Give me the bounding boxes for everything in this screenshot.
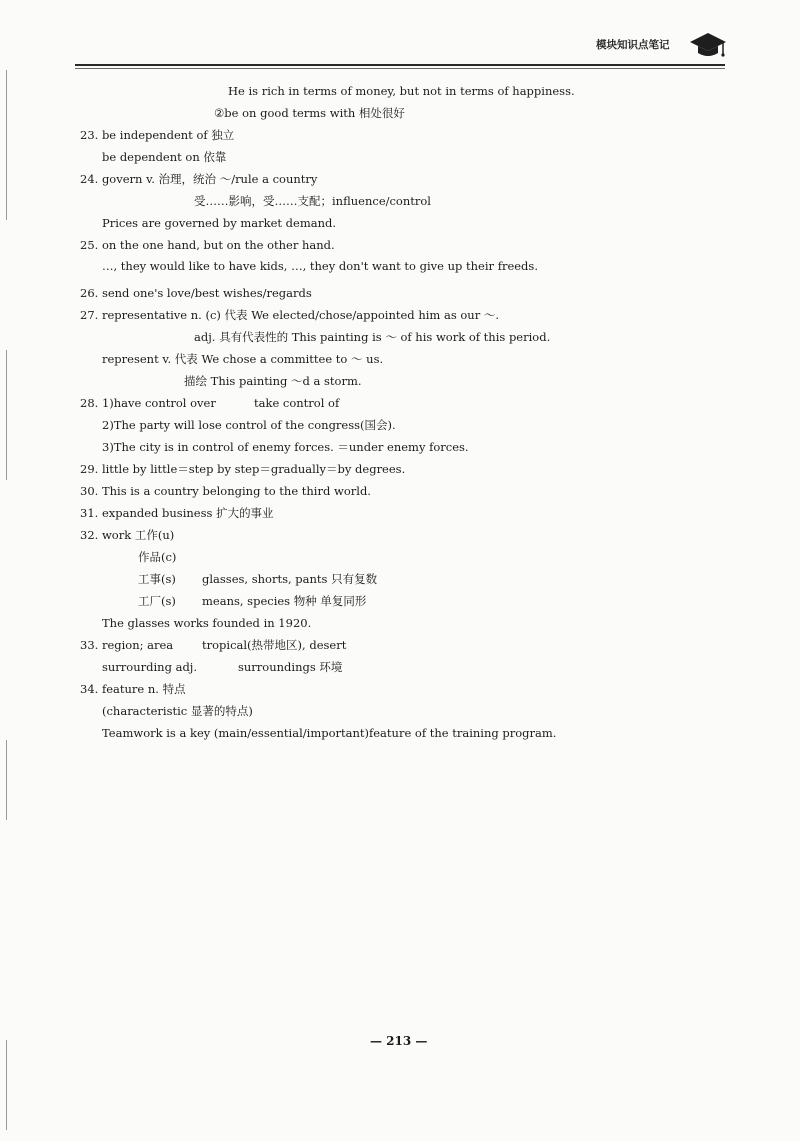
text-segment: 30. This is a country belonging to the third world. (80, 484, 371, 498)
text-segment: 31. expanded business 扩大的事业 (80, 506, 274, 520)
text-segment: Teamwork is a key (main/essential/important)feature of the training program. (102, 726, 557, 740)
text-segment: 工事(s) (138, 572, 176, 586)
header-rule (75, 64, 725, 66)
text-segment: 32. work 工作(u) (80, 528, 175, 542)
left-margin-line (6, 70, 7, 220)
text-segment: 描绘 This painting ～d a storm. (184, 374, 362, 388)
text-segment: 2)The party will lose control of the congress(国会). (102, 418, 396, 432)
text-segment: He is rich in terms of money, but not in terms of happiness. (228, 84, 575, 98)
text-segment: 26. send one's love/best wishes/regards (80, 286, 312, 300)
text-segment: 29. little by little＝step by step＝gradually＝by degrees. (80, 462, 406, 476)
header-title: 模块知识点笔记 (596, 39, 670, 51)
text-segment: …, they would like to have kids, …, they don't want to give up their freeds. (102, 259, 538, 273)
graduation-cap-icon (688, 30, 728, 58)
text-segment: ②be on good terms with 相处很好 (214, 106, 405, 120)
text-segment: 33. region; area (80, 638, 174, 652)
text-segment: means, species 物种 单复同形 (202, 594, 367, 608)
text-segment: represent v. 代表 We chose a committee to ～ us. (102, 352, 384, 366)
text-segment: 作品(c) (138, 550, 177, 564)
text-segment: surroundings 环境 (238, 660, 343, 674)
text-segment: 27. representative n. (c) 代表 We elected/chose/appointed him as our ～. (80, 308, 500, 322)
text-segment: 28. 1)have control over (80, 396, 216, 410)
text-segment: tropical(热带地区), desert (202, 638, 347, 652)
page-number: — 213 — (370, 1034, 428, 1048)
header-rule (75, 68, 725, 69)
text-segment: (characteristic 显著的特点) (102, 704, 253, 718)
left-margin-line (6, 1040, 7, 1130)
text-segment: take control of (254, 396, 340, 410)
text-segment: Prices are governed by market demand. (102, 216, 337, 230)
text-segment: 3)The city is in control of enemy forces. ＝under enemy forces. (102, 440, 469, 454)
text-segment: 25. on the one hand, but on the other hand. (80, 238, 335, 252)
text-segment: surrourding adj. (102, 660, 198, 674)
left-margin-line (6, 740, 7, 820)
left-margin-line (6, 350, 7, 480)
text-segment: 受……影响，受……支配；influence/control (194, 194, 431, 208)
text-segment: 23. be independent of 独立 (80, 128, 235, 142)
text-segment: 24. govern v. 治理，统治 ～/rule a country (80, 172, 318, 186)
text-segment: glasses, shorts, pants 只有复数 (202, 572, 378, 586)
text-segment: adj. 具有代表性的 This painting is ～ of his work of this period. (194, 330, 551, 344)
text-segment: be dependent on 依靠 (102, 150, 227, 164)
text-segment: 工厂(s) (138, 594, 176, 608)
text-segment: The glasses works founded in 1920. (102, 616, 312, 630)
text-segment: 34. feature n. 特点 (80, 682, 186, 696)
